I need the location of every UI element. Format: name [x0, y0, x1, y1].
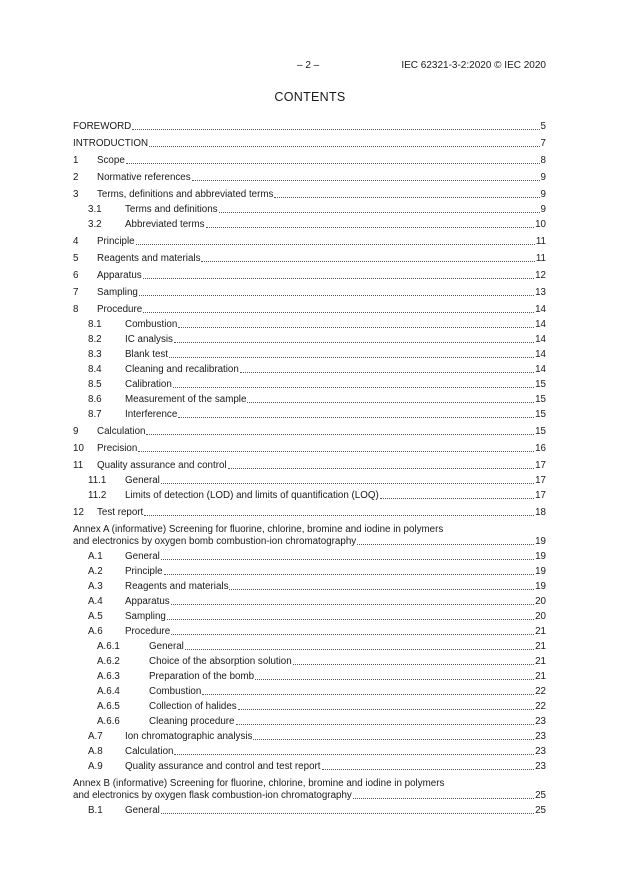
toc-entry[interactable]	[73, 731, 546, 743]
toc-entry-number: 11.1	[88, 475, 107, 486]
toc-entry[interactable]	[73, 364, 546, 376]
toc-entry-title: Abbreviated terms	[125, 219, 205, 230]
toc-entry[interactable]	[73, 172, 546, 184]
dot-leader	[149, 145, 539, 147]
toc-entry-title: Sampling	[97, 287, 138, 298]
toc-entry-number: A.6.3	[97, 671, 120, 682]
toc-entry-number: B.1	[88, 805, 103, 816]
toc-entry-page: 12	[535, 270, 546, 281]
toc-entry-title: Combustion	[149, 686, 202, 697]
toc-entry-title: Principle	[97, 236, 135, 247]
toc-entry-page: 21	[535, 656, 546, 667]
toc-entry-title: Procedure	[97, 304, 143, 315]
dot-leader	[164, 573, 535, 575]
toc-entry[interactable]	[73, 304, 546, 316]
dot-leader	[174, 341, 534, 343]
toc-entry-title: Cleaning and recalibration	[125, 364, 239, 375]
toc-entry-title: FOREWORD	[73, 121, 132, 132]
toc-entry-page: 17	[535, 490, 546, 501]
toc-entry[interactable]	[73, 121, 546, 133]
page-header	[0, 60, 620, 74]
toc-entry-page: 14	[535, 364, 546, 375]
dot-leader	[161, 558, 534, 560]
toc-entry[interactable]	[73, 287, 546, 299]
toc-entry-page: 14	[535, 334, 546, 345]
toc-entry-page: 15	[535, 426, 546, 437]
toc-entry-title: Reagents and materials	[125, 581, 229, 592]
toc-entry[interactable]	[73, 236, 546, 248]
toc-entry-title: Calculation	[125, 746, 174, 757]
dot-leader	[253, 738, 534, 740]
toc-entry-number: 1	[73, 155, 79, 166]
toc-entry[interactable]	[73, 189, 546, 201]
toc-entry[interactable]	[73, 204, 546, 216]
toc-entry-number: 8.7	[88, 409, 102, 420]
toc-entry[interactable]	[73, 626, 546, 638]
toc-entry[interactable]	[73, 701, 546, 713]
toc-entry-page: 10	[535, 219, 546, 230]
toc-entry-number: A.6.1	[97, 641, 120, 652]
dot-leader	[206, 226, 535, 228]
dot-leader	[126, 162, 540, 164]
dot-leader	[255, 678, 534, 680]
dot-leader	[236, 723, 535, 725]
toc-entry[interactable]	[73, 349, 546, 361]
toc-entry[interactable]	[73, 805, 546, 817]
toc-entry-page: 20	[535, 611, 546, 622]
toc-entry-number: 7	[73, 287, 79, 298]
dot-leader	[161, 812, 534, 814]
toc-entry-page: 25	[535, 790, 546, 801]
toc-entry[interactable]	[73, 253, 546, 265]
dot-leader	[138, 450, 534, 452]
toc-entry-title: Cleaning procedure	[149, 716, 235, 727]
dot-leader	[293, 663, 534, 665]
toc-entry[interactable]	[73, 138, 546, 150]
dot-leader	[171, 603, 534, 605]
dot-leader	[136, 243, 535, 245]
toc-entry[interactable]	[73, 270, 546, 282]
toc-entry-number: 8.1	[88, 319, 102, 330]
toc-entry-number: A.6.6	[97, 716, 120, 727]
toc-entry-title: Preparation of the bomb	[149, 671, 255, 682]
toc-entry-page: 11	[535, 236, 546, 247]
toc-entry-number: A.6	[88, 626, 103, 637]
toc-entry-title-continued: and electronics by oxygen bomb combustion-ion chromatography	[73, 536, 357, 547]
dot-leader	[178, 326, 534, 328]
dot-leader	[229, 588, 534, 590]
dot-leader	[202, 693, 534, 695]
dot-leader	[173, 386, 534, 388]
toc-entry[interactable]	[73, 394, 546, 406]
toc-entry-title: Blank test	[125, 349, 169, 360]
toc-entry-title: Terms, definitions and abbreviated terms	[97, 189, 274, 200]
dot-leader	[238, 708, 534, 710]
toc-entry[interactable]	[73, 671, 546, 683]
toc-entry-title: INTRODUCTION	[73, 138, 149, 149]
dot-leader	[146, 433, 534, 435]
toc-entry-number: 3.2	[88, 219, 102, 230]
toc-entry-title-continued: and electronics by oxygen flask combustion-ion chromatography	[73, 790, 352, 801]
toc-entry-number: 2	[73, 172, 79, 183]
toc-entry-page: 19	[535, 536, 546, 547]
dot-leader	[185, 648, 534, 650]
toc-entry-page: 11	[535, 253, 546, 264]
toc-entry-page: 19	[535, 551, 546, 562]
toc-entry[interactable]	[73, 716, 546, 728]
toc-entry[interactable]	[73, 219, 546, 231]
dot-leader	[380, 497, 534, 499]
dot-leader	[167, 618, 534, 620]
toc-entry[interactable]	[73, 460, 546, 472]
dot-leader	[219, 211, 540, 213]
dot-leader	[247, 401, 534, 403]
toc-entry-page: 15	[535, 409, 546, 420]
toc-entry-page: 13	[535, 287, 546, 298]
toc-entry-number: A.3	[88, 581, 103, 592]
toc-entry-number: 11.2	[88, 490, 107, 501]
toc-entry[interactable]	[73, 551, 546, 563]
toc-entry-number: 5	[73, 253, 79, 264]
toc-entry-page: 23	[535, 746, 546, 757]
toc-entry-number: 3.1	[88, 204, 102, 215]
toc-entry-title: Procedure	[125, 626, 171, 637]
toc-entry-number: A.1	[88, 551, 103, 562]
toc-entry-number: A.5	[88, 611, 103, 622]
toc-entry[interactable]	[73, 379, 546, 391]
toc-entry[interactable]	[73, 475, 546, 487]
toc-entry-page: 23	[535, 731, 546, 742]
toc-entry-title: General	[125, 805, 160, 816]
toc-entry-number: 9	[73, 426, 79, 437]
toc-entry[interactable]	[73, 778, 546, 802]
toc-entry-title: Interference	[125, 409, 178, 420]
toc-entry-title: Choice of the absorption solution	[149, 656, 292, 667]
toc-entry-page: 21	[535, 626, 546, 637]
toc-entry-title: Normative references	[97, 172, 191, 183]
toc-entry-number: 8.4	[88, 364, 102, 375]
toc-entry-page: 5	[540, 121, 546, 132]
toc-entry-number: A.6.4	[97, 686, 120, 697]
toc-entry-title: Annex A (informative) Screening for fluorine, chlorine, bromine and iodine in polymers	[73, 524, 444, 535]
toc-entry[interactable]	[73, 155, 546, 167]
dot-leader	[143, 277, 534, 279]
toc-entry-title: Annex B (informative) Screening for fluorine, chlorine, bromine and iodine in polymers	[73, 778, 445, 789]
dot-leader	[274, 196, 539, 198]
toc-entry[interactable]	[73, 334, 546, 346]
toc-entry-page: 9	[540, 189, 546, 200]
dot-leader	[240, 371, 534, 373]
toc-entry[interactable]	[73, 656, 546, 668]
toc-entry-title: Test report	[97, 507, 144, 518]
toc-entry-page: 23	[535, 716, 546, 727]
toc-entry-page: 23	[535, 761, 546, 772]
toc-entry-number: A.9	[88, 761, 103, 772]
toc-entry[interactable]	[73, 507, 546, 519]
toc-entry-number: 11	[73, 460, 84, 471]
toc-entry[interactable]	[73, 761, 546, 773]
toc-entry[interactable]	[73, 319, 546, 331]
toc-entry-title: Collection of halides	[149, 701, 237, 712]
toc-entry[interactable]	[73, 641, 546, 653]
toc-entry-page: 16	[535, 443, 546, 454]
dot-leader	[322, 768, 535, 770]
toc-entry-title: Calculation	[97, 426, 146, 437]
toc-entry-page: 14	[535, 304, 546, 315]
toc-entry-number: A.6.5	[97, 701, 120, 712]
dot-leader	[143, 311, 534, 313]
dot-leader	[144, 514, 534, 516]
dot-leader	[192, 179, 540, 181]
document-reference: IEC 62321-3-2:2020 © IEC 2020	[401, 60, 546, 71]
toc-entry-number: 8.3	[88, 349, 102, 360]
toc-entry-page: 22	[535, 701, 546, 712]
toc-entry-title: Quality assurance and control	[97, 460, 227, 471]
toc-entry-title: Sampling	[125, 611, 166, 622]
toc-entry-title: IC analysis	[125, 334, 173, 345]
toc-entry[interactable]	[73, 611, 546, 623]
toc-entry-number: A.4	[88, 596, 103, 607]
toc-entry-title: Limits of detection (LOD) and limits of quantification (LOQ)	[125, 490, 379, 501]
toc-entry-page: 20	[535, 596, 546, 607]
toc-entry-title: Precision	[97, 443, 138, 454]
toc-entry[interactable]	[73, 409, 546, 421]
toc-entry-page: 19	[535, 581, 546, 592]
toc-entry-title: Measurement of the sample	[125, 394, 247, 405]
dot-leader	[161, 482, 534, 484]
toc-entry[interactable]	[73, 686, 546, 698]
dot-leader	[169, 356, 534, 358]
page-title: CONTENTS	[274, 90, 346, 104]
toc-entry-number: A.7	[88, 731, 103, 742]
toc-entry-title: Apparatus	[125, 596, 170, 607]
toc-entry-title: Reagents and materials	[97, 253, 201, 264]
toc-entry-number: 4	[73, 236, 79, 247]
toc-entry-number: 3	[73, 189, 79, 200]
toc-entry[interactable]	[73, 581, 546, 593]
dot-leader	[139, 294, 534, 296]
toc-entry-page: 17	[535, 460, 546, 471]
toc-entry-number: A.8	[88, 746, 103, 757]
dot-leader	[201, 260, 534, 262]
toc-entry-page: 15	[535, 394, 546, 405]
toc-entry-page: 9	[540, 204, 546, 215]
toc-entry-page: 19	[535, 566, 546, 577]
toc-entry-number: 6	[73, 270, 79, 281]
dot-leader	[353, 797, 534, 799]
dot-leader	[178, 416, 534, 418]
toc-entry-title: Ion chromatographic analysis	[125, 731, 253, 742]
dot-leader	[174, 753, 534, 755]
dot-leader	[228, 467, 534, 469]
toc-entry-number: 12	[73, 507, 84, 518]
table-of-contents	[73, 121, 546, 817]
toc-entry-page: 21	[535, 671, 546, 682]
toc-entry-title: Apparatus	[97, 270, 142, 281]
toc-entry-title: Combustion	[125, 319, 178, 330]
toc-entry-page: 17	[535, 475, 546, 486]
toc-entry-number: 8	[73, 304, 79, 315]
toc-entry-number: 8.5	[88, 379, 102, 390]
toc-entry-title: General	[149, 641, 184, 652]
toc-entry-title: General	[125, 475, 160, 486]
toc-entry-page: 21	[535, 641, 546, 652]
dot-leader	[171, 633, 534, 635]
toc-entry-page: 7	[540, 138, 546, 149]
dot-leader	[357, 543, 534, 545]
toc-entry-title: General	[125, 551, 160, 562]
toc-entry-title: Principle	[125, 566, 163, 577]
toc-entry-number: A.6.2	[97, 656, 120, 667]
toc-entry-page: 22	[535, 686, 546, 697]
toc-entry-page: 25	[535, 805, 546, 816]
toc-entry-title: Quality assurance and control and test report	[125, 761, 321, 772]
toc-entry-title: Scope	[97, 155, 125, 166]
toc-entry-number: 8.6	[88, 394, 102, 405]
toc-entry-page: 14	[535, 319, 546, 330]
toc-entry-page: 14	[535, 349, 546, 360]
toc-entry-number: 10	[73, 443, 84, 454]
toc-entry-page: 8	[540, 155, 546, 166]
toc-entry-page: 15	[535, 379, 546, 390]
toc-entry-number: A.2	[88, 566, 103, 577]
toc-entry-page: 9	[540, 172, 546, 183]
toc-entry[interactable]	[73, 426, 546, 438]
toc-entry-title: Terms and definitions	[125, 204, 218, 215]
toc-entry[interactable]	[73, 490, 546, 502]
toc-entry-page: 18	[535, 507, 546, 518]
toc-entry-number: 8.2	[88, 334, 102, 345]
toc-entry[interactable]	[73, 746, 546, 758]
toc-entry[interactable]	[73, 596, 546, 608]
toc-entry[interactable]	[73, 443, 546, 455]
toc-entry[interactable]	[73, 566, 546, 578]
toc-entry-title: Calibration	[125, 379, 172, 390]
toc-entry[interactable]	[73, 524, 546, 548]
page-number: – 2 –	[297, 60, 320, 71]
dot-leader	[132, 128, 539, 130]
